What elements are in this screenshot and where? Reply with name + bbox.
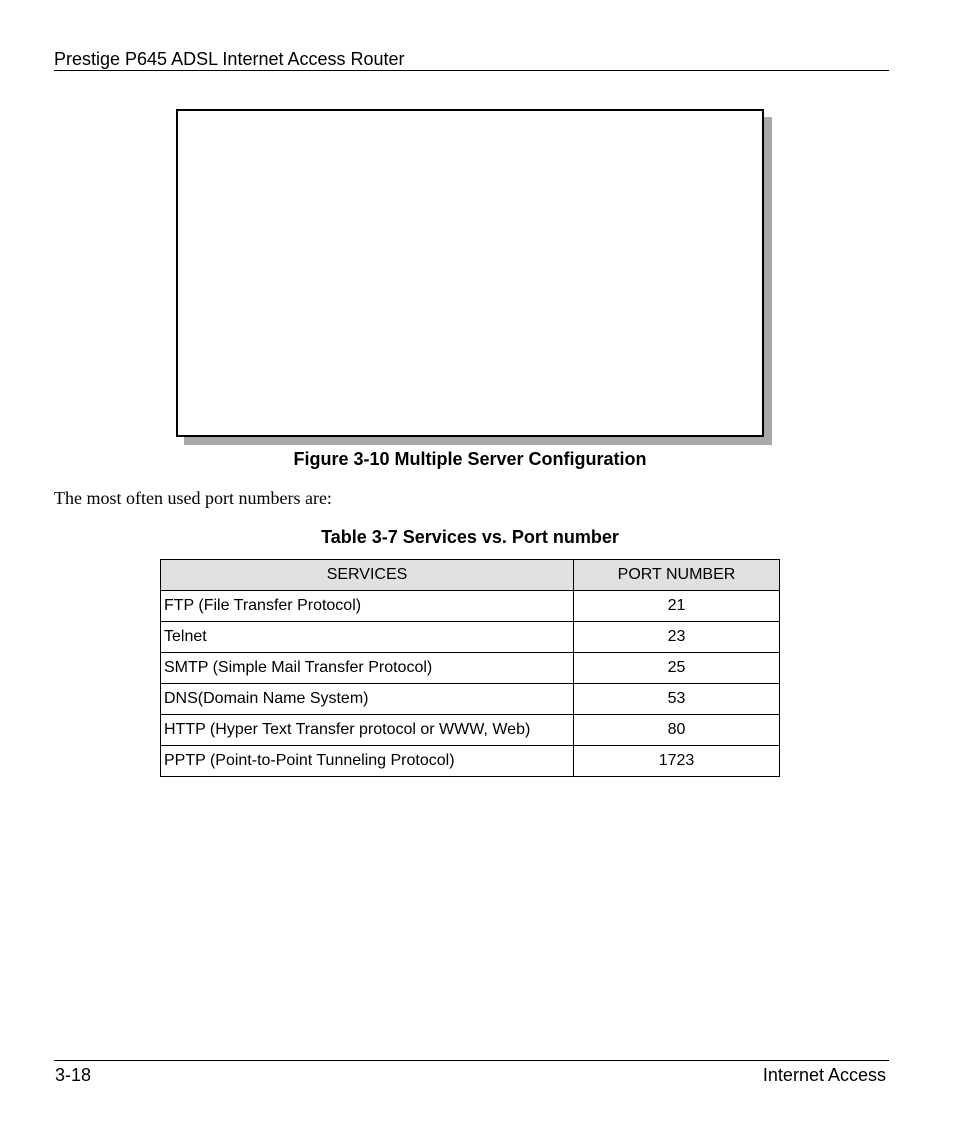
table-row (161, 622, 780, 653)
table-header-row (161, 560, 780, 591)
header-title: Prestige P645 ADSL Internet Access Router (54, 49, 405, 69)
service-cell: SMTP (Simple Mail Transfer Protocol) (161, 653, 574, 684)
figure-caption: Figure 3-10 Multiple Server Configuration (293, 449, 647, 469)
figure-frame (176, 109, 772, 445)
column-header-port-number: PORT NUMBER (574, 560, 780, 591)
footer-section-title: Internet Access (762, 1065, 886, 1085)
port-cell: 25 (574, 653, 780, 684)
port-cell: 53 (574, 684, 780, 715)
table-row (161, 591, 780, 622)
service-cell: DNS(Domain Name System) (161, 684, 574, 715)
service-cell: Telnet (161, 622, 574, 653)
table-caption: Table 3-7 Services vs. Port number (321, 527, 619, 547)
page-header (54, 48, 889, 71)
table-row (161, 715, 780, 746)
service-cell: HTTP (Hyper Text Transfer protocol or WWW, Web) (161, 715, 574, 746)
table-row (161, 746, 780, 777)
port-cell: 23 (574, 622, 780, 653)
table-row (161, 684, 780, 715)
service-cell: FTP (File Transfer Protocol) (161, 591, 574, 622)
port-cell: 21 (574, 591, 780, 622)
page-footer (54, 1060, 889, 1085)
service-cell: PPTP (Point-to-Point Tunneling Protocol) (161, 746, 574, 777)
services-port-table (160, 559, 780, 777)
figure-placeholder (176, 109, 764, 437)
intro-paragraph: The most often used port numbers are: (54, 488, 332, 508)
table-row (161, 653, 780, 684)
port-cell: 1723 (574, 746, 780, 777)
column-header-services: SERVICES (161, 560, 574, 591)
port-cell: 80 (574, 715, 780, 746)
page-number: 3-18 (55, 1065, 92, 1085)
